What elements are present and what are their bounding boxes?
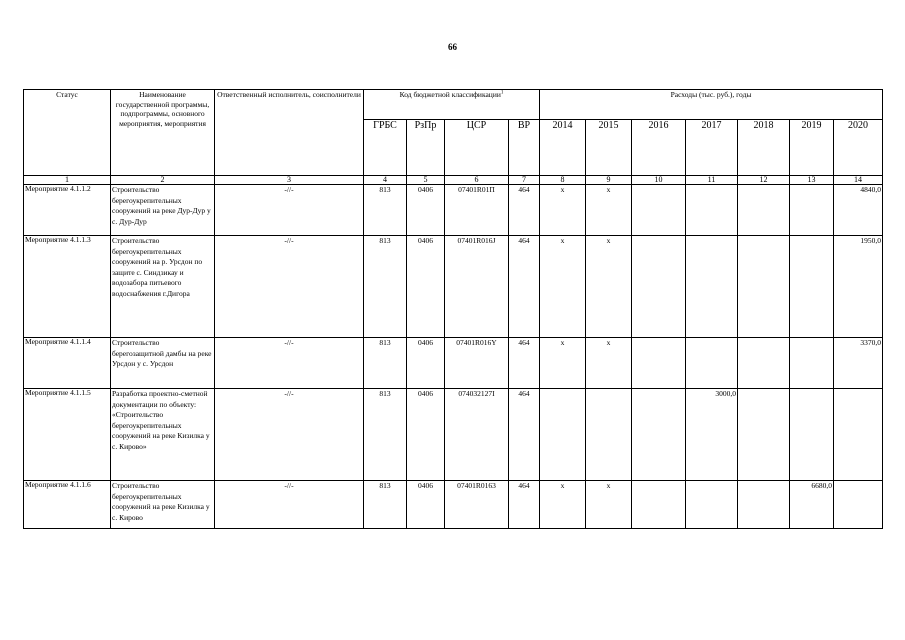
header-year-2016: 2016 — [632, 120, 686, 176]
row-year-2018 — [738, 481, 790, 529]
row-executor: -//- — [215, 185, 364, 236]
column-number: 12 — [738, 176, 790, 185]
column-number: 2 — [111, 176, 215, 185]
row-vr: 464 — [509, 338, 540, 389]
row-year-2017 — [686, 236, 738, 338]
row-name: Строительство берегоукрепительных сооружений на реке Кизилка у с. Кирово — [111, 481, 215, 529]
row-grbs: 813 — [364, 185, 407, 236]
row-status: Мероприятие 4.1.1.2 — [24, 185, 111, 236]
header-csr: ЦСР — [445, 120, 509, 176]
column-number: 1 — [24, 176, 111, 185]
row-grbs: 813 — [364, 481, 407, 529]
row-year-2018 — [738, 185, 790, 236]
column-number: 10 — [632, 176, 686, 185]
row-year-2019: 6680,0 — [790, 481, 834, 529]
row-grbs: 813 — [364, 389, 407, 481]
column-number: 5 — [407, 176, 445, 185]
column-number: 4 — [364, 176, 407, 185]
header-year-2015: 2015 — [586, 120, 632, 176]
row-csr: 07401R0163 — [445, 481, 509, 529]
row-year-2020 — [834, 389, 883, 481]
row-year-2016 — [632, 338, 686, 389]
row-year-2017 — [686, 338, 738, 389]
row-year-2014: х — [540, 481, 586, 529]
row-year-2015: х — [586, 236, 632, 338]
row-year-2015: х — [586, 481, 632, 529]
row-name: Разработка проектно-сметной документации по объекту: «Строительство берегоукрепительных сооружений на реке Кизилка у с. Кирово» — [111, 389, 215, 481]
row-rzpr: 0406 — [407, 185, 445, 236]
footnote-marker: 1 — [500, 90, 504, 96]
row-executor: -//- — [215, 389, 364, 481]
row-name: Строительство берегоукрепительных сооружений на р. Урсдон по защите с. Синдзикау и водозабора питьевого водоснабжения г.Дигора — [111, 236, 215, 338]
row-vr: 464 — [509, 185, 540, 236]
header-year-2018: 2018 — [738, 120, 790, 176]
row-csr: 07401R01П — [445, 185, 509, 236]
row-year-2019 — [790, 185, 834, 236]
column-number: 6 — [445, 176, 509, 185]
row-year-2019 — [790, 236, 834, 338]
row-year-2015: х — [586, 338, 632, 389]
budget-table — [23, 89, 883, 529]
header-year-2017: 2017 — [686, 120, 738, 176]
table-row — [24, 481, 883, 529]
row-year-2020 — [834, 481, 883, 529]
row-vr: 464 — [509, 481, 540, 529]
column-number: 9 — [586, 176, 632, 185]
row-status: Мероприятие 4.1.1.6 — [24, 481, 111, 529]
row-year-2017 — [686, 185, 738, 236]
table-row — [24, 338, 883, 389]
row-csr: 07401R016Y — [445, 338, 509, 389]
row-executor: -//- — [215, 481, 364, 529]
row-grbs: 813 — [364, 338, 407, 389]
header-year-2014: 2014 — [540, 120, 586, 176]
row-year-2019 — [790, 389, 834, 481]
row-year-2020: 1950,0 — [834, 236, 883, 338]
row-vr: 464 — [509, 389, 540, 481]
header-budget-code: Код бюджетной классификации$^1$ — [364, 90, 540, 120]
row-rzpr: 0406 — [407, 236, 445, 338]
row-year-2014 — [540, 389, 586, 481]
row-csr: 07401R016J — [445, 236, 509, 338]
row-year-2020: 4840,0 — [834, 185, 883, 236]
table-row — [24, 389, 883, 481]
row-grbs: 813 — [364, 236, 407, 338]
header-year-2019: 2019 — [790, 120, 834, 176]
row-year-2019 — [790, 338, 834, 389]
row-name: Строительство берегозащитной дамбы на реке Урсдон у с. Урсдон — [111, 338, 215, 389]
table-row — [24, 185, 883, 236]
row-year-2014: х — [540, 185, 586, 236]
row-year-2016 — [632, 481, 686, 529]
header-vr: ВР — [509, 120, 540, 176]
row-rzpr: 0406 — [407, 389, 445, 481]
header-rzpr: РзПр — [407, 120, 445, 176]
row-rzpr: 0406 — [407, 338, 445, 389]
row-name: Строительство берегоукрепительных сооружений на реке Дур-Дур у с. Дур-Дур — [111, 185, 215, 236]
row-csr: 074032127I — [445, 389, 509, 481]
row-status: Мероприятие 4.1.1.3 — [24, 236, 111, 338]
row-year-2017 — [686, 481, 738, 529]
row-vr: 464 — [509, 236, 540, 338]
row-year-2016 — [632, 389, 686, 481]
column-number: 8 — [540, 176, 586, 185]
row-year-2018 — [738, 389, 790, 481]
header-status: Статус — [24, 90, 111, 176]
row-status: Мероприятие 4.1.1.4 — [24, 338, 111, 389]
column-number: 13 — [790, 176, 834, 185]
row-year-2015 — [586, 389, 632, 481]
row-rzpr: 0406 — [407, 481, 445, 529]
column-number: 3 — [215, 176, 364, 185]
row-year-2014: х — [540, 338, 586, 389]
row-year-2016 — [632, 185, 686, 236]
row-year-2015: х — [586, 185, 632, 236]
page-number: 66 — [448, 42, 457, 52]
row-year-2014: х — [540, 236, 586, 338]
row-year-2020: 3370,0 — [834, 338, 883, 389]
header-year-2020: 2020 — [834, 120, 883, 176]
row-year-2018 — [738, 236, 790, 338]
row-executor: -//- — [215, 338, 364, 389]
column-number: 11 — [686, 176, 738, 185]
header-grbs: ГРБС — [364, 120, 407, 176]
header-expenses: Расходы (тыс. руб.), годы — [540, 90, 883, 120]
header-name: Наименование государственной программы, подпрограммы, основного мероприятия, мероприятия — [111, 90, 215, 176]
row-executor: -//- — [215, 236, 364, 338]
table-row — [24, 236, 883, 338]
row-status: Мероприятие 4.1.1.5 — [24, 389, 111, 481]
column-number-row — [24, 176, 883, 185]
column-number: 14 — [834, 176, 883, 185]
row-year-2016 — [632, 236, 686, 338]
row-year-2018 — [738, 338, 790, 389]
header-executor: Ответственный исполнитель, соисполнители — [215, 90, 364, 176]
column-number: 7 — [509, 176, 540, 185]
row-year-2017: 3000,0 — [686, 389, 738, 481]
